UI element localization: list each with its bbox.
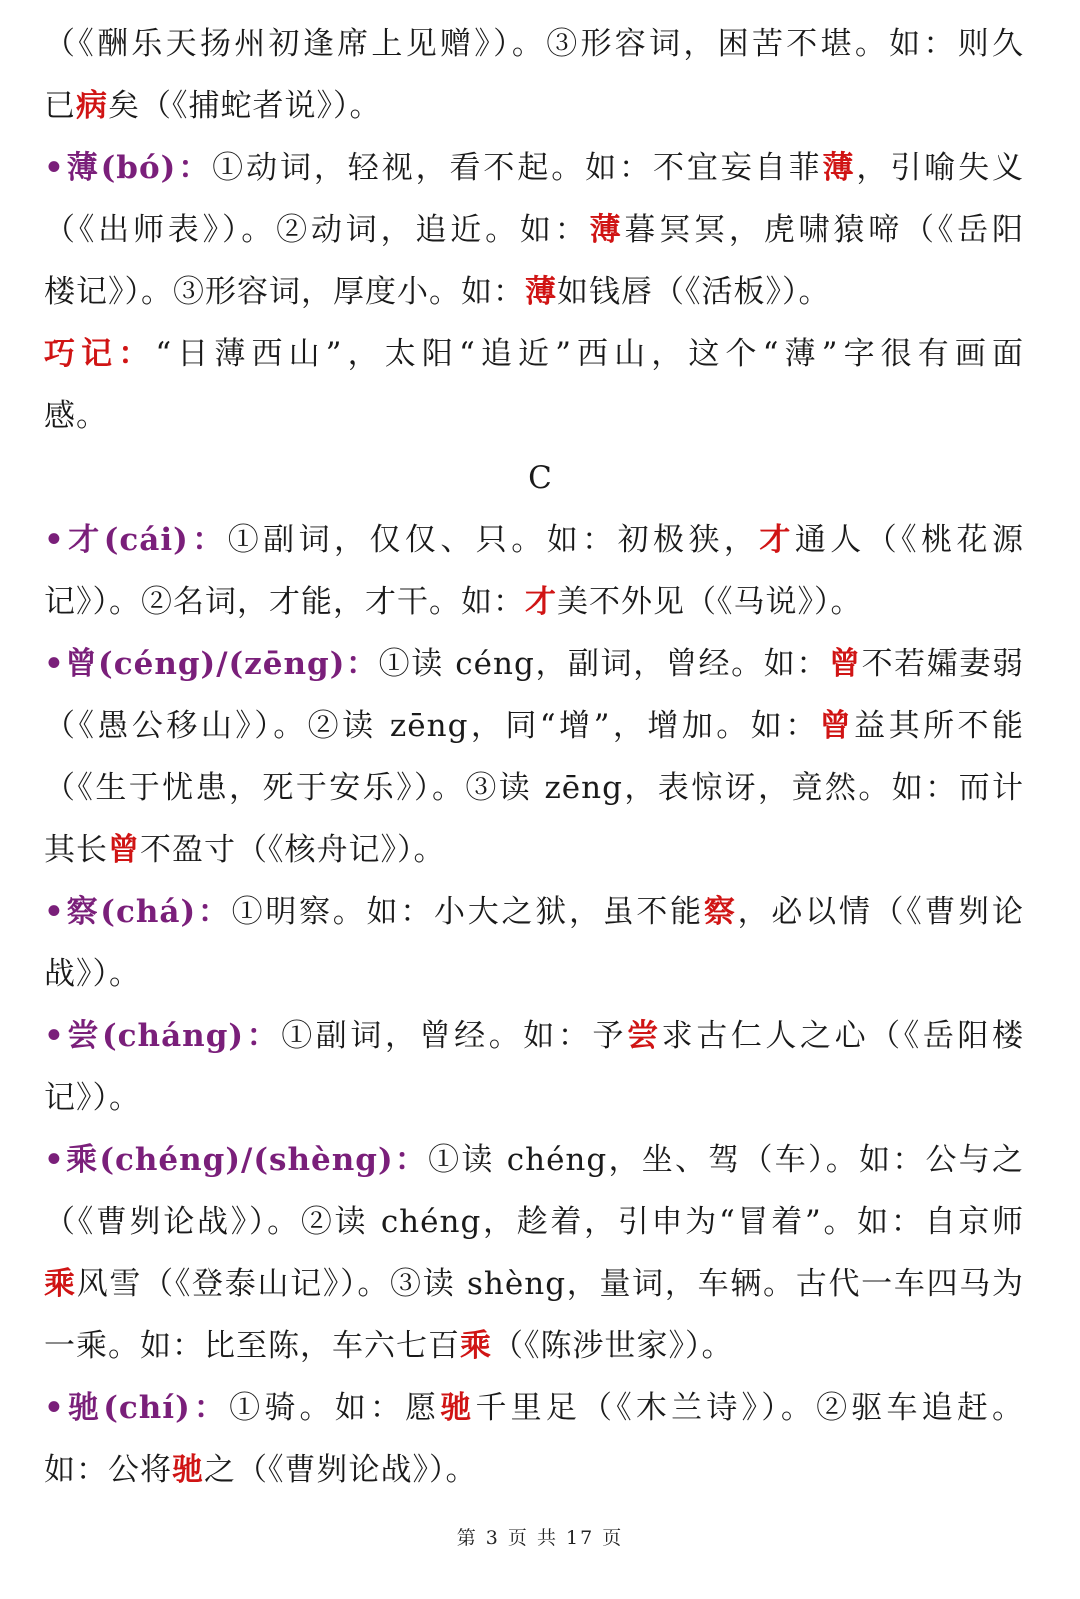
highlighted-char: 曾 <box>828 646 862 682</box>
highlighted-char: 察 <box>703 894 738 930</box>
highlighted-char: 薄 <box>589 212 625 248</box>
headword: 察(chá)： <box>64 894 232 930</box>
text-line <box>44 1202 1024 1242</box>
highlighted-char: 驰 <box>440 1390 476 1426</box>
line-text: 通人（《桃花源 <box>794 522 1024 558</box>
line-text: ，引喻失义 <box>856 150 1024 186</box>
highlighted-char: 曾 <box>819 708 855 744</box>
line-text: 记》）。 <box>44 1080 141 1116</box>
bullet-icon: • <box>44 1390 65 1426</box>
line-text: ①读 céng，副词，曾经。如： <box>378 646 829 682</box>
text-line <box>44 334 1024 374</box>
text-line <box>44 892 1024 932</box>
highlighted-char: 薄 <box>822 150 857 186</box>
line-text: ①副词，仅仅、只。如：初极狭， <box>227 522 760 558</box>
text-line <box>44 148 1024 188</box>
bullet-icon: • <box>44 646 65 682</box>
highlighted-char: 乘 <box>460 1328 492 1364</box>
line-text: 风雪（《登泰山记》）。③读 shèng，量词，车辆。古代一车四马为 <box>76 1266 1024 1302</box>
highlighted-char: 曾 <box>108 832 140 868</box>
line-text: 矣（《捕蛇者说》）。 <box>108 88 382 124</box>
text-line <box>44 86 1024 126</box>
headword: 薄(bó)： <box>64 150 213 186</box>
text-line <box>44 1450 1024 1490</box>
line-text: （《生于忧患，死于安乐》）。③读 zēng，表惊讶，竟然。如：而计 <box>44 770 1024 806</box>
line-text: 楼记》）。③形容词，厚度小。如： <box>44 274 525 310</box>
headword: 乘(chéng)/(shèng)： <box>64 1142 429 1178</box>
headword: 驰(chí)： <box>64 1390 230 1426</box>
line-text: 如钱唇（《活板》）。 <box>557 274 831 310</box>
line-text: “日薄西山”，太阳“追近”西山，这个“薄”字很有画面 <box>155 336 1024 372</box>
text-line <box>44 24 1024 64</box>
line-text: 记》）。②名词，才能，才干。如： <box>44 584 525 620</box>
line-text: 一乘。如：比至陈，车六七百 <box>44 1328 460 1364</box>
text-line <box>44 644 1024 684</box>
text-line <box>44 1016 1024 1056</box>
line-text: （《酬乐天扬州初逢席上见赠》）。③形容词，困苦不堪。如：则久 <box>44 26 1024 62</box>
section-heading-c: C <box>528 460 552 496</box>
text-line <box>44 396 1024 436</box>
page-footer: 第 3 页 共 17 页 <box>456 1527 624 1549</box>
line-text: 已 <box>44 88 76 124</box>
mnemonic-label: 巧记： <box>44 336 156 372</box>
text-line <box>44 954 1024 994</box>
line-text: 不盈寸（《核舟记》）。 <box>140 832 446 868</box>
line-text: （《出师表》）。②动词，追近。如： <box>44 212 590 248</box>
text-line <box>44 1388 1024 1428</box>
highlighted-char: 薄 <box>525 274 557 310</box>
text-line <box>44 1140 1024 1180</box>
line-text: 暮冥冥，虎啸猿啼（《岳阳 <box>624 212 1024 248</box>
line-text: 如：公将 <box>44 1452 172 1488</box>
text-line <box>44 1078 1024 1118</box>
bullet-icon: • <box>44 150 65 186</box>
line-text: （《陈涉世家》）。 <box>492 1328 734 1364</box>
line-text: （《曹刿论战》）。②读 chéng，趁着，引申为“冒着”。如：自京师 <box>44 1204 1024 1240</box>
line-text: （《愚公移山》）。②读 zēng，同“增”，增加。如： <box>44 708 820 744</box>
line-text: 美不外见（《马说》）。 <box>557 584 863 620</box>
line-text: ①明察。如：小大之狱，虽不能 <box>231 894 704 930</box>
text-line <box>44 706 1024 746</box>
line-text: ①读 chéng，坐、驾（车）。如：公与之 <box>428 1142 1024 1178</box>
text-line <box>44 830 1024 870</box>
headword: 尝(cháng)： <box>64 1018 282 1054</box>
highlighted-char: 乘 <box>44 1266 77 1302</box>
line-text: 其长 <box>44 832 108 868</box>
headword: 才(cái)： <box>64 522 228 558</box>
bullet-icon: • <box>44 1018 65 1054</box>
text-line <box>44 1326 1024 1366</box>
bullet-icon: • <box>44 522 65 558</box>
bullet-icon: • <box>44 1142 65 1178</box>
line-text: 益其所不能 <box>854 708 1024 744</box>
line-text: 之（《曹刿论战》）。 <box>204 1452 478 1488</box>
line-text: 战》）。 <box>44 956 141 992</box>
highlighted-char: 才 <box>759 522 795 558</box>
text-line <box>44 768 1024 808</box>
text-line <box>44 1264 1024 1304</box>
highlighted-char: 才 <box>525 584 557 620</box>
highlighted-char: 驰 <box>172 1452 204 1488</box>
text-line <box>44 520 1024 560</box>
line-text: ①动词，轻视，看不起。如：不宜妄自菲 <box>212 150 823 186</box>
line-text: 求古仁人之心（《岳阳楼 <box>661 1018 1024 1054</box>
line-text: ①骑。如：愿 <box>229 1390 441 1426</box>
bullet-icon: • <box>44 894 65 930</box>
text-line <box>44 210 1024 250</box>
highlighted-char: 病 <box>76 88 108 124</box>
highlighted-char: 尝 <box>627 1018 662 1054</box>
headword: 曾(céng)/(zēng)： <box>64 646 379 682</box>
line-text: 不若孀妻弱 <box>861 646 1024 682</box>
text-line <box>44 582 1024 622</box>
line-text: 感。 <box>44 398 108 434</box>
text-line <box>44 272 1024 312</box>
line-text: ，必以情（《曹刿论 <box>737 894 1024 930</box>
line-text: 千里足（《木兰诗》）。②驱车追赶。 <box>475 1390 1024 1426</box>
line-text: ①副词，曾经。如：予 <box>281 1018 628 1054</box>
